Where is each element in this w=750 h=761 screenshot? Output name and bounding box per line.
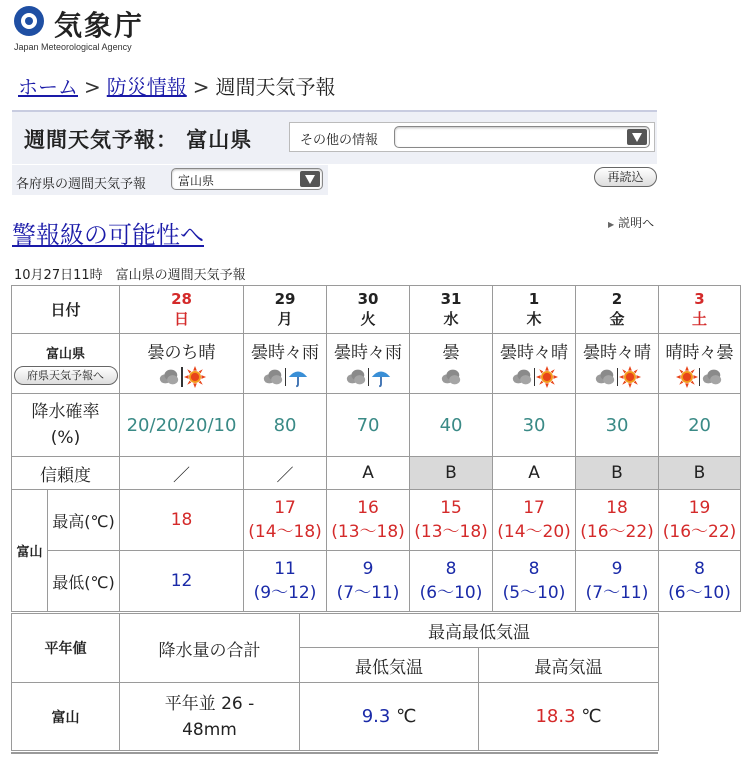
min-temp-cell bbox=[576, 551, 659, 612]
min-temp-range: (9〜12) bbox=[253, 583, 317, 603]
triangle-right-icon: ▶ bbox=[608, 220, 615, 229]
min-temp-range: (7〜11) bbox=[585, 583, 649, 603]
jma-logo-icon bbox=[14, 6, 44, 36]
weather-cell bbox=[659, 334, 741, 394]
date-cell bbox=[493, 286, 576, 334]
max-temp-range: (14〜18) bbox=[248, 522, 322, 542]
min-temp-cell bbox=[120, 551, 244, 612]
weather-icons bbox=[576, 366, 658, 390]
min-temp-cell bbox=[410, 551, 493, 612]
prefecture-select[interactable] bbox=[171, 168, 323, 190]
reliability-value: ／ bbox=[173, 465, 191, 486]
breadcrumb bbox=[18, 71, 336, 100]
umbrella-icon bbox=[370, 366, 392, 385]
weather-text: 曇時々雨 bbox=[334, 342, 403, 363]
max-temp-cell bbox=[493, 490, 576, 551]
max-temp-cell bbox=[576, 490, 659, 551]
precip-total-header: 降水量の合計 bbox=[120, 614, 300, 683]
prefecture-selector-bar bbox=[12, 165, 328, 195]
weather-icons bbox=[327, 366, 409, 390]
table-bottom-rule bbox=[11, 752, 658, 754]
max-temp-value: 18 bbox=[170, 510, 193, 530]
pop-cell bbox=[120, 394, 244, 457]
normal-min-cell bbox=[300, 683, 479, 751]
issue-time: 10月27日11時 富山県の週間天気予報 bbox=[14, 268, 246, 283]
region-name: 富山県 bbox=[46, 346, 86, 362]
normal-max-cell bbox=[479, 683, 659, 751]
pop-cell bbox=[576, 394, 659, 457]
breadcrumb-home-link[interactable]: ホーム bbox=[18, 75, 78, 99]
min-temp-range: (6〜10) bbox=[419, 583, 483, 603]
normal-min-value: 9.3 bbox=[361, 706, 391, 727]
reliability-value: B bbox=[611, 463, 623, 483]
reliability-label: 信頼度 bbox=[12, 457, 120, 490]
date-cell bbox=[327, 286, 410, 334]
normals-city: 富山 bbox=[12, 683, 120, 751]
prefecture-selector-label: 各府県の週間天気予報 bbox=[16, 177, 147, 192]
weather-cell bbox=[244, 334, 327, 394]
max-temp-value: 17 bbox=[523, 498, 545, 518]
date-cell bbox=[410, 286, 493, 334]
agency-name-en: Japan Meteorological Agency bbox=[14, 42, 132, 52]
precip-normal-value: 平年並 26 - 48mm bbox=[164, 693, 255, 740]
max-temp-range: (14〜20) bbox=[497, 522, 571, 542]
prefecture-forecast-button[interactable]: 府県天気予報へ bbox=[14, 366, 118, 385]
breadcrumb-separator: > bbox=[84, 75, 101, 99]
explanation-link[interactable]: 説明へ bbox=[618, 216, 655, 230]
day-weekday: 火 bbox=[360, 310, 376, 328]
reliability-cell bbox=[659, 457, 741, 490]
min-temp-value: 12 bbox=[170, 571, 193, 591]
reliability-value: ／ bbox=[276, 465, 294, 486]
normal-max-header: 最高気温 bbox=[479, 648, 659, 683]
reliability-cell bbox=[120, 457, 244, 490]
max-temp-value: 16 bbox=[357, 498, 379, 518]
max-temp-cell bbox=[410, 490, 493, 551]
explanation-link-wrap[interactable] bbox=[608, 214, 654, 231]
cloud-icon bbox=[511, 366, 533, 385]
pipe-separator bbox=[534, 368, 535, 386]
weather-text: 曇時々晴 bbox=[500, 342, 569, 363]
min-temp-cell bbox=[659, 551, 741, 612]
day-date: 1 bbox=[528, 290, 540, 308]
min-temp-value: 11 bbox=[274, 559, 296, 579]
weather-text: 曇 bbox=[442, 342, 460, 363]
day-weekday: 金 bbox=[609, 310, 625, 328]
pipe-separator bbox=[617, 368, 618, 386]
min-temp-range: (7〜11) bbox=[336, 583, 400, 603]
pop-label: 降水確率 (%) bbox=[12, 394, 120, 457]
pop-cell bbox=[327, 394, 410, 457]
pop-cell bbox=[659, 394, 741, 457]
cloud-icon bbox=[701, 366, 723, 385]
pop-value: 70 bbox=[356, 414, 380, 436]
date-cell bbox=[576, 286, 659, 334]
cloud-icon bbox=[594, 366, 616, 385]
day-date: 29 bbox=[274, 290, 296, 308]
cloud-icon bbox=[262, 366, 284, 385]
pop-value: 30 bbox=[605, 414, 629, 436]
pop-cell bbox=[410, 394, 493, 457]
prefecture-select-value: 富山県 bbox=[178, 174, 215, 188]
day-date: 2 bbox=[611, 290, 623, 308]
cloud-icon bbox=[158, 366, 180, 385]
normal-min-header: 最低気温 bbox=[300, 648, 479, 683]
normals-table bbox=[11, 613, 659, 751]
reliability-cell bbox=[410, 457, 493, 490]
weather-icons bbox=[410, 366, 492, 390]
day-weekday: 月 bbox=[277, 310, 293, 328]
reliability-value: B bbox=[693, 463, 706, 483]
reliability-value: B bbox=[445, 463, 457, 483]
date-cell bbox=[244, 286, 327, 334]
weather-cell bbox=[120, 334, 244, 394]
precip-normal-cell bbox=[120, 683, 300, 751]
sun-icon bbox=[619, 366, 641, 385]
reliability-cell bbox=[244, 457, 327, 490]
normal-max-value: 18.3 bbox=[535, 706, 576, 727]
max-temp-value: 19 bbox=[688, 498, 711, 518]
other-info-label: その他の情報 bbox=[300, 133, 379, 148]
min-temp-value: 8 bbox=[694, 559, 705, 579]
normal-max-unit: ℃ bbox=[581, 706, 602, 727]
day-weekday: 水 bbox=[443, 310, 459, 328]
other-info-select[interactable] bbox=[394, 126, 650, 148]
reliability-cell bbox=[327, 457, 410, 490]
day-date: 30 bbox=[357, 290, 379, 308]
reliability-value: A bbox=[362, 463, 374, 483]
weather-icons bbox=[244, 366, 326, 390]
weather-text: 曇のち晴 bbox=[147, 342, 216, 363]
max-temp-value: 15 bbox=[440, 498, 462, 518]
other-info-panel bbox=[289, 122, 655, 152]
weather-icons bbox=[659, 366, 740, 390]
min-temp-cell bbox=[327, 551, 410, 612]
max-temp-value: 17 bbox=[274, 498, 296, 518]
max-temp-range: (16〜22) bbox=[580, 522, 654, 542]
day-date: 31 bbox=[440, 290, 462, 308]
weather-cell bbox=[493, 334, 576, 394]
breadcrumb-disaster-info-link[interactable]: 防災情報 bbox=[106, 75, 187, 99]
agency-name: 気象庁 bbox=[54, 9, 145, 42]
pop-value: 30 bbox=[522, 414, 546, 436]
max-temp-range: (13〜18) bbox=[414, 522, 488, 542]
day-weekday: 木 bbox=[526, 310, 542, 328]
min-temp-cell bbox=[244, 551, 327, 612]
weather-cell bbox=[576, 334, 659, 394]
min-temp-range: (6〜10) bbox=[668, 583, 731, 603]
pipe-separator bbox=[368, 368, 369, 386]
pop-value: 80 bbox=[273, 414, 297, 436]
breadcrumb-current: 週間天気予報 bbox=[215, 75, 336, 99]
max-temp-range: (13〜18) bbox=[331, 522, 405, 542]
day-date: 3 bbox=[694, 290, 705, 308]
min-temp-value: 8 bbox=[445, 559, 457, 579]
sun-icon bbox=[184, 366, 206, 385]
min-temp-cell bbox=[493, 551, 576, 612]
weather-text: 晴時々曇 bbox=[665, 342, 734, 363]
region-cell bbox=[12, 334, 120, 394]
sun-icon bbox=[536, 366, 558, 385]
pop-cell bbox=[493, 394, 576, 457]
pop-value: 40 bbox=[439, 414, 463, 436]
min-temp-value: 9 bbox=[611, 559, 623, 579]
max-temp-cell bbox=[659, 490, 741, 551]
weather-cell bbox=[410, 334, 493, 394]
page-title: 週間天気予報： 富山県 bbox=[24, 128, 253, 152]
max-temp-label: 最高(℃) bbox=[48, 490, 120, 551]
sun-icon bbox=[676, 366, 698, 385]
title-bar bbox=[12, 110, 657, 164]
cloud-icon bbox=[345, 366, 367, 385]
weather-cell bbox=[327, 334, 410, 394]
pipe-separator bbox=[285, 368, 286, 386]
chevron-down-icon bbox=[627, 129, 647, 145]
temp-range-header: 最高最低気温 bbox=[300, 614, 659, 648]
reliability-value: A bbox=[528, 463, 540, 483]
max-temp-value: 18 bbox=[606, 498, 628, 518]
weather-text: 曇時々晴 bbox=[583, 342, 652, 363]
max-temp-cell bbox=[244, 490, 327, 551]
min-temp-value: 9 bbox=[362, 559, 374, 579]
normals-header: 平年値 bbox=[12, 614, 120, 683]
warning-possibility-link[interactable]: 警報級の可能性へ bbox=[12, 221, 204, 249]
max-temp-range: (16〜22) bbox=[662, 522, 737, 542]
weather-icons bbox=[120, 366, 243, 390]
date-cell bbox=[659, 286, 741, 334]
pop-cell bbox=[244, 394, 327, 457]
reliability-cell bbox=[576, 457, 659, 490]
max-temp-cell bbox=[327, 490, 410, 551]
weather-text: 曇時々雨 bbox=[251, 342, 320, 363]
date-cell bbox=[120, 286, 244, 334]
cloud-icon bbox=[440, 366, 462, 385]
day-weekday: 日 bbox=[174, 310, 190, 328]
min-temp-range: (5〜10) bbox=[502, 583, 566, 603]
slash-separator bbox=[181, 367, 183, 387]
city-name: 富山 bbox=[12, 490, 48, 612]
pipe-separator bbox=[699, 368, 700, 386]
reload-button[interactable]: 再読込 bbox=[594, 167, 657, 187]
pop-value: 20/20/20/10 bbox=[126, 414, 237, 436]
breadcrumb-separator: > bbox=[192, 75, 210, 99]
max-temp-cell bbox=[120, 490, 244, 551]
date-header: 日付 bbox=[12, 286, 120, 334]
min-temp-label: 最低(℃) bbox=[48, 551, 120, 612]
min-temp-value: 8 bbox=[528, 559, 540, 579]
day-date: 28 bbox=[171, 290, 192, 308]
weather-icons bbox=[493, 366, 575, 390]
normal-min-unit: ℃ bbox=[396, 706, 417, 727]
pop-value: 20 bbox=[688, 414, 711, 436]
chevron-down-icon bbox=[300, 171, 320, 187]
day-weekday: 土 bbox=[692, 310, 708, 328]
umbrella-icon bbox=[287, 366, 309, 385]
weekly-forecast-table bbox=[11, 285, 741, 612]
reliability-cell bbox=[493, 457, 576, 490]
